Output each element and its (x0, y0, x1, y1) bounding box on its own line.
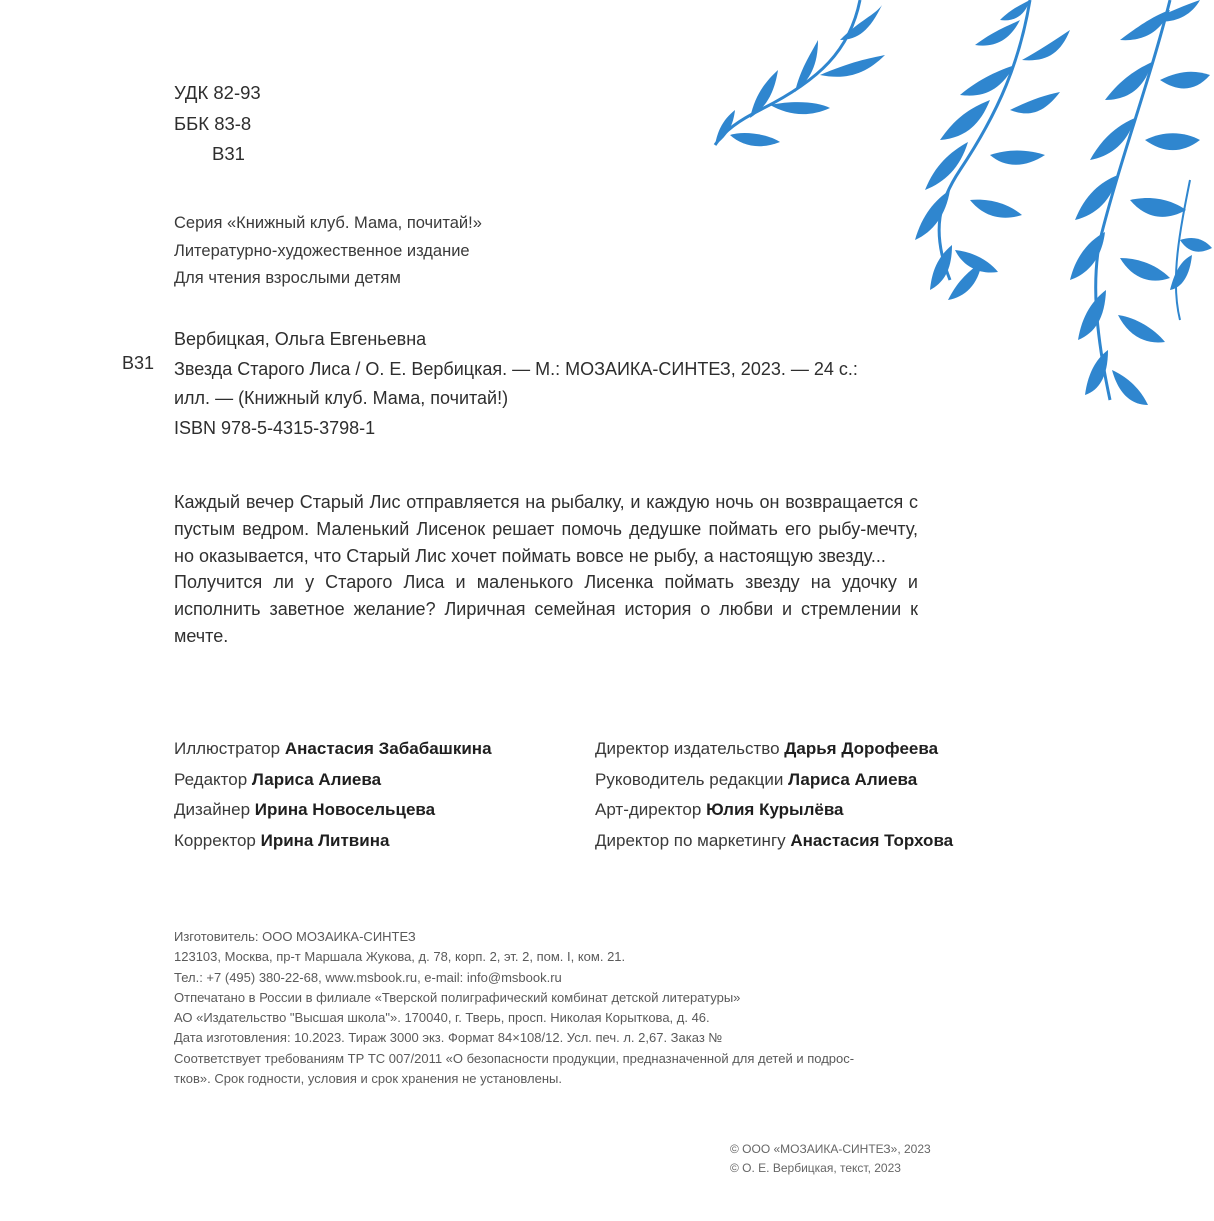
copyright-line: © ООО «МОЗАИКА-СИНТЕЗ», 2023 (730, 1142, 931, 1156)
credit-name: Дарья Дорофеева (784, 739, 939, 758)
credit-name: Юлия Курылёва (706, 800, 844, 819)
series-info (174, 210, 482, 293)
credit-role: Корректор (174, 830, 256, 850)
copyright-line: © О. Е. Вербицкая, текст, 2023 (730, 1161, 901, 1175)
credit-name: Ирина Литвина (260, 830, 390, 850)
biblio-line-2: илл. — (Книжный клуб. Мама, почитай!) (174, 388, 509, 408)
bbk-code: ББК 83-8 (174, 112, 252, 134)
credit-role: Арт-директор (595, 800, 702, 819)
credit-role: Редактор (174, 769, 248, 789)
manufacturer-line: тков». Срок годности, условия и срок хранения не установлены. (174, 1071, 562, 1087)
credit-role: Иллюстратор (174, 739, 281, 758)
credit-name: Анастасия Забабашкина (284, 739, 492, 758)
manufacturer-info (174, 927, 924, 1089)
credit-row (595, 826, 953, 857)
biblio-line-1: Звезда Старого Лиса / О. Е. Вербицкая. — М.: МОЗАИКА-СИНТЕЗ, 2023. — 24 с.: (174, 358, 858, 379)
isbn: ISBN 978-5-4315-3798-1 (174, 417, 376, 438)
audience-line: Для чтения взрослыми детям (174, 269, 401, 287)
credit-role: Дизайнер (174, 800, 251, 819)
credit-row (595, 765, 953, 796)
author-mark: В31 (212, 143, 245, 164)
annotation (174, 489, 918, 650)
manufacturer-line: Соответствует требованиям ТР ТС 007/2011 «О безопасности продукции, предназначенной для детей и подрос- (174, 1050, 855, 1066)
credit-name: Лариса Алиева (788, 769, 918, 789)
annotation-paragraph-2: Получится ли у Старого Лиса и маленького Лисенка поймать звезду на удочку и исполнить заветное желание? Лиричная семейная история о любви и стремлении к мечте. (174, 572, 918, 646)
manufacturer-line: Изготовитель: ООО МОЗАИКА-СИНТЕЗ (174, 929, 416, 944)
credit-role: Руководитель редакции (595, 769, 784, 789)
biblio-side-mark: В31 (122, 353, 155, 373)
udk-code: УДК 82-93 (174, 82, 261, 103)
annotation-paragraph-1: Каждый вечер Старый Лис отправляется на рыбалку, и каждую ночь он возвращается с пустым ведром. Маленький Лисенок решает помочь дедушке поймать его рыбу-мечту, но оказывается, что Старый Лис хочет поймать вовсе не рыбу, а настоящую звезду... (174, 492, 918, 566)
credit-row (174, 826, 492, 857)
credit-name: Анастасия Торхова (790, 830, 954, 850)
credit-role: Директор издательство (595, 739, 780, 758)
manufacturer-line: Отпечатано в России в филиале «Тверской полиграфический комбинат детской литературы» (174, 989, 741, 1005)
manufacturer-line: Дата изготовления: 10.2023. Тираж 3000 экз. Формат 84×108/12. Усл. печ. л. 2,67. Заказ № (174, 1030, 723, 1046)
credit-row (174, 765, 492, 796)
series-line: Серия «Книжный клуб. Мама, почитай!» (174, 214, 482, 232)
credit-name: Лариса Алиева (251, 769, 382, 789)
bibliographic-record (174, 325, 934, 443)
author-name: Вербицкая, Ольга Евгеньевна (174, 329, 427, 349)
manufacturer-line: 123103, Москва, пр-т Маршала Жукова, д. 78, корп. 2, эт. 2, пом. I, ком. 21. (174, 949, 626, 965)
credits-left (174, 734, 492, 856)
edition-type-line: Литературно-художественное издание (174, 241, 470, 260)
credit-row (595, 734, 953, 765)
credit-row (174, 795, 492, 826)
credits-right (595, 734, 953, 856)
credit-name: Ирина Новосельцева (254, 800, 436, 819)
manufacturer-line: АО «Издательство "Высшая школа"». 170040, г. Тверь, просп. Николая Корыткова, д. 46. (174, 1010, 710, 1026)
copyright-block (730, 1140, 931, 1178)
manufacturer-line: Тел.: +7 (495) 380-22-68, www.msbook.ru, e-mail: info@msbook.ru (174, 969, 562, 985)
credit-row (174, 734, 492, 765)
credit-row (595, 795, 953, 826)
credit-role: Директор по маркетингу (595, 830, 786, 850)
classification-codes (174, 78, 261, 170)
